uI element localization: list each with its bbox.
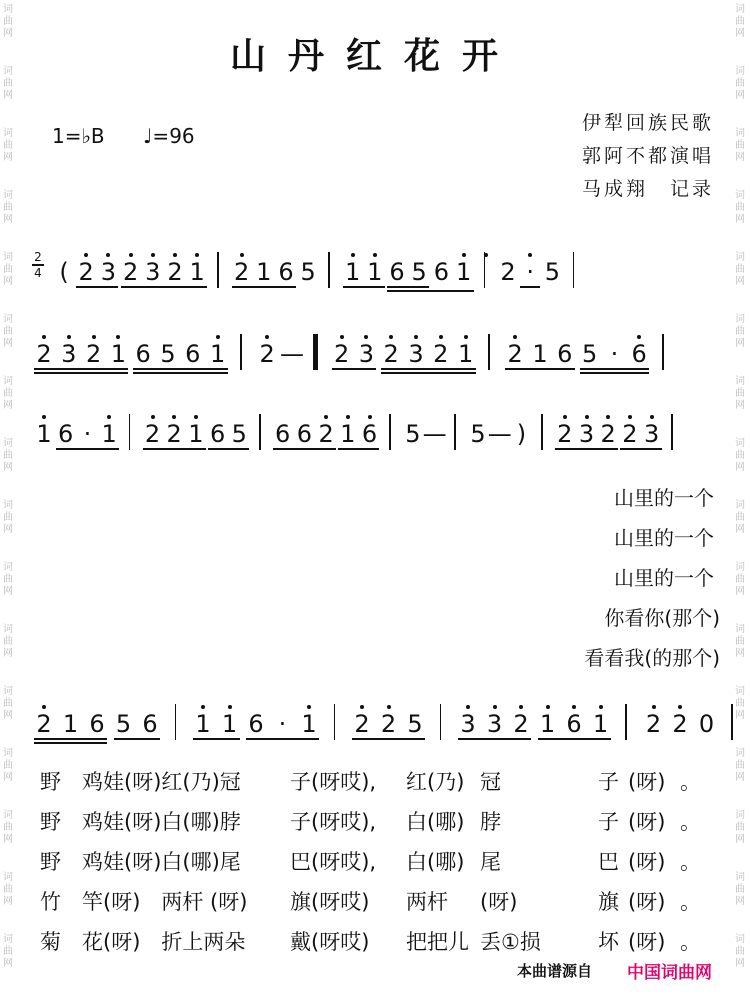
note: 6 bbox=[142, 710, 158, 738]
lyric-segment: 。 bbox=[680, 930, 701, 954]
tempo-marking: ♩=96 bbox=[143, 124, 195, 148]
octave-dot-high bbox=[462, 253, 466, 257]
octave-dot-high bbox=[42, 705, 46, 709]
note: 2 bbox=[318, 420, 334, 448]
lyric-segment: 把把儿 bbox=[406, 930, 469, 954]
rhythm-underline bbox=[620, 448, 662, 450]
rhythm-underline bbox=[343, 286, 385, 288]
watermark-text: 词曲网 bbox=[3, 438, 13, 473]
octave-dot-high bbox=[493, 705, 497, 709]
octave-dot-high bbox=[228, 705, 232, 709]
lyric-segment: 尾 bbox=[480, 850, 501, 874]
watermark-text: 词曲网 bbox=[735, 376, 745, 411]
note: 5 bbox=[470, 420, 486, 448]
note: 2 bbox=[557, 420, 573, 448]
octave-dot-high bbox=[585, 415, 589, 419]
lyric-segment: 两杆 bbox=[406, 890, 448, 914]
note: 2 bbox=[36, 340, 52, 368]
watermark-text: 词曲网 bbox=[735, 252, 745, 287]
octave-dot-high bbox=[387, 705, 391, 709]
note: 6 bbox=[566, 710, 582, 738]
note: 2 bbox=[167, 258, 183, 286]
time-signature: 2 4 bbox=[32, 250, 44, 280]
note: 1 bbox=[209, 340, 226, 368]
octave-dot-high bbox=[173, 253, 177, 257]
notation-symbol: — bbox=[487, 420, 512, 448]
note: 2 bbox=[166, 420, 182, 448]
note: 6 bbox=[275, 420, 291, 448]
barline bbox=[484, 252, 486, 288]
rhythm-underline bbox=[143, 448, 206, 450]
note: 1 bbox=[189, 258, 205, 286]
octave-dot-high bbox=[84, 253, 88, 257]
note: 1 bbox=[188, 420, 204, 448]
note: 2 bbox=[380, 710, 397, 738]
octave-dot-high bbox=[368, 415, 372, 419]
note: 2 bbox=[333, 340, 350, 368]
watermark-text: 词曲网 bbox=[3, 66, 13, 101]
lyric-segment: 花(呀) 折上两朵 bbox=[82, 930, 246, 954]
notation-symbol: ) bbox=[516, 420, 527, 448]
octave-dot-high bbox=[42, 335, 46, 339]
octave-dot-high bbox=[484, 253, 488, 257]
note: 2 bbox=[354, 710, 370, 738]
verse-start-4: 你看你(那个) bbox=[604, 606, 720, 630]
note: 6 bbox=[58, 420, 74, 448]
note: 1 bbox=[367, 258, 383, 286]
barline bbox=[328, 252, 330, 288]
notation-symbol: · bbox=[610, 340, 619, 368]
site-name[interactable]: 中国词曲网 bbox=[627, 963, 712, 983]
note: 6 bbox=[557, 340, 573, 368]
note: 1 bbox=[301, 710, 317, 738]
barline bbox=[662, 334, 664, 370]
rhythm-underline bbox=[56, 448, 119, 450]
lyric-segment: 子(呀哎), bbox=[290, 770, 377, 794]
repeat-sign bbox=[313, 334, 318, 370]
credit-transcriber: 马成翔 记录 bbox=[581, 178, 714, 200]
verse-start-2: 山里的一个 bbox=[614, 526, 714, 550]
watermark-right bbox=[734, 0, 748, 1008]
rhythm-underline bbox=[34, 738, 107, 740]
watermark-text: 词曲网 bbox=[3, 4, 13, 39]
watermark-text: 词曲网 bbox=[735, 624, 745, 659]
octave-dot-high bbox=[172, 415, 176, 419]
note: 3 bbox=[145, 258, 161, 286]
octave-dot-high bbox=[563, 415, 567, 419]
octave-dot-high bbox=[92, 335, 96, 339]
octave-dot-high bbox=[240, 253, 244, 257]
octave-dot-high bbox=[439, 335, 443, 339]
watermark-text: 词曲网 bbox=[735, 500, 745, 535]
lyric-segment: 子 bbox=[598, 810, 619, 834]
note: 6 bbox=[248, 710, 264, 738]
lyric-segment: 坏 bbox=[598, 930, 619, 954]
note: 0 bbox=[698, 710, 715, 738]
note: 6 bbox=[185, 340, 201, 368]
watermark-text: 词曲网 bbox=[3, 500, 13, 535]
octave-dot-high bbox=[216, 335, 220, 339]
notation-symbol: · bbox=[526, 258, 534, 286]
note: 3 bbox=[578, 420, 595, 448]
lyric-segment: 巴(呀哎), bbox=[290, 850, 377, 874]
note: 6 bbox=[389, 258, 405, 286]
watermark-text: 词曲网 bbox=[3, 190, 13, 225]
lyric-segment: 。 bbox=[680, 770, 701, 794]
barline bbox=[259, 414, 261, 450]
watermark-text: 词曲网 bbox=[735, 686, 745, 721]
watermark-text: 词曲网 bbox=[3, 562, 13, 597]
lyric-segment: (呀) bbox=[628, 770, 666, 794]
rhythm-underline bbox=[381, 368, 475, 370]
note: 3 bbox=[100, 258, 117, 286]
octave-dot-high bbox=[195, 253, 199, 257]
note: 6 bbox=[89, 710, 105, 738]
rhythm-underline bbox=[555, 448, 618, 450]
lyric-segment: 旗(呀哎) bbox=[290, 890, 370, 914]
octave-dot-high bbox=[652, 705, 656, 709]
note: 2 bbox=[672, 710, 688, 738]
lyric-segment: 。 bbox=[680, 810, 701, 834]
octave-dot-high bbox=[151, 415, 155, 419]
octave-dot-high bbox=[351, 253, 355, 257]
octave-dot-high bbox=[116, 335, 120, 339]
rhythm-underline bbox=[246, 738, 319, 740]
octave-dot-high bbox=[324, 415, 328, 419]
rhythm-underline bbox=[352, 738, 425, 740]
watermark-text: 词曲网 bbox=[3, 872, 13, 907]
note: 1 bbox=[457, 340, 474, 368]
watermark-text: 词曲网 bbox=[3, 314, 13, 349]
octave-dot-high bbox=[572, 705, 576, 709]
lyric-segment: 丢①损 bbox=[480, 930, 541, 954]
rhythm-underline bbox=[34, 368, 128, 370]
octave-dot-high bbox=[464, 335, 468, 339]
note: 2 bbox=[622, 420, 638, 448]
note: 6 bbox=[135, 340, 151, 368]
rhythm-underline bbox=[505, 368, 575, 370]
note: 6 bbox=[631, 340, 647, 368]
rhythm-underline bbox=[114, 738, 161, 740]
note: 5 bbox=[160, 340, 176, 368]
note: 2 bbox=[144, 420, 161, 448]
note: 1 bbox=[101, 420, 117, 448]
notation-symbol: — bbox=[280, 340, 304, 368]
octave-dot-high bbox=[346, 415, 350, 419]
barline bbox=[217, 252, 219, 288]
lyric-segment: 竿(呀) 两杆 (呀) bbox=[82, 890, 248, 914]
note: 5 bbox=[581, 340, 598, 368]
note: 2 bbox=[36, 710, 52, 738]
note: 1 bbox=[532, 340, 548, 368]
score-row-2 bbox=[30, 330, 726, 378]
notation-symbol: · bbox=[278, 710, 287, 738]
note: 3 bbox=[61, 340, 77, 368]
lyric-segment: 鸡娃(呀)白(哪)脖 bbox=[82, 810, 241, 834]
watermark-text: 词曲网 bbox=[3, 624, 13, 659]
octave-dot-high bbox=[389, 335, 393, 339]
notation-symbol: · bbox=[83, 420, 92, 448]
watermark-text: 词曲网 bbox=[735, 190, 745, 225]
watermark-text: 词曲网 bbox=[3, 810, 13, 845]
barline bbox=[175, 704, 177, 740]
barline bbox=[129, 414, 131, 450]
rhythm-underline bbox=[381, 372, 475, 374]
rhythm-underline bbox=[580, 372, 650, 374]
note: 5 bbox=[115, 710, 132, 738]
score-row-4 bbox=[30, 700, 726, 748]
octave-dot-high bbox=[307, 705, 311, 709]
note: 5 bbox=[300, 258, 316, 286]
note: 5 bbox=[411, 258, 427, 286]
octave-dot-high bbox=[466, 705, 470, 709]
lyric-segment: 野 bbox=[40, 810, 61, 834]
barline bbox=[454, 414, 456, 450]
octave-dot-high bbox=[151, 253, 155, 257]
rhythm-underline bbox=[193, 738, 240, 740]
lyric-segment: (呀) bbox=[628, 810, 666, 834]
lyric-segment: 巴 bbox=[598, 850, 619, 874]
rhythm-underline bbox=[121, 286, 208, 288]
octave-dot-high bbox=[107, 415, 111, 419]
lyric-segment: 子(呀哎), bbox=[290, 810, 377, 834]
lyric-segment: 竹 bbox=[40, 890, 61, 914]
note: 3 bbox=[460, 710, 476, 738]
score-row-1 bbox=[30, 248, 726, 296]
note: 1 bbox=[539, 710, 556, 738]
rhythm-underline bbox=[580, 368, 650, 370]
octave-dot-high bbox=[528, 253, 532, 257]
barline bbox=[625, 704, 627, 740]
octave-dot-high bbox=[513, 335, 517, 339]
lyric-segment: 戴(呀哎) bbox=[290, 930, 370, 954]
lyric-segment: 脖 bbox=[480, 810, 501, 834]
octave-dot-high bbox=[678, 705, 682, 709]
key-signature: 1=♭B bbox=[52, 124, 105, 148]
note: 2 bbox=[500, 258, 516, 286]
rhythm-underline bbox=[34, 372, 128, 374]
note: 5 bbox=[544, 258, 561, 286]
lyric-segment: (呀) bbox=[628, 890, 666, 914]
watermark-text: 词曲网 bbox=[735, 934, 745, 969]
rhythm-underline bbox=[34, 742, 107, 744]
octave-dot-high bbox=[599, 705, 603, 709]
rhythm-underline bbox=[338, 448, 380, 450]
watermark-text: 词曲网 bbox=[735, 872, 745, 907]
note: 3 bbox=[408, 340, 424, 368]
note: 5 bbox=[405, 420, 421, 448]
lyric-line-5 bbox=[40, 926, 700, 956]
lyric-segment: 。 bbox=[680, 850, 701, 874]
note: 1 bbox=[455, 258, 472, 286]
rhythm-underline bbox=[273, 448, 336, 450]
lyric-segment: 白(哪) bbox=[406, 810, 465, 834]
watermark-text: 词曲网 bbox=[735, 66, 745, 101]
note: 1 bbox=[36, 420, 52, 448]
octave-dot-high bbox=[364, 335, 368, 339]
lyric-line-1 bbox=[40, 766, 700, 796]
barline bbox=[240, 334, 242, 370]
watermark-text: 词曲网 bbox=[3, 252, 13, 287]
note: 1 bbox=[62, 710, 79, 738]
note: 6 bbox=[278, 258, 294, 286]
note: 3 bbox=[643, 420, 660, 448]
octave-dot-high bbox=[106, 253, 110, 257]
note: 5 bbox=[407, 710, 423, 738]
octave-dot-high bbox=[519, 705, 523, 709]
note: 2 bbox=[85, 340, 102, 368]
rhythm-underline bbox=[76, 286, 118, 288]
barline bbox=[573, 252, 575, 288]
lyric-segment: 菊 bbox=[40, 930, 61, 954]
rhythm-underline bbox=[387, 290, 474, 292]
octave-dot-high bbox=[67, 335, 71, 339]
lyric-segment: 鸡娃(呀)白(哪)尾 bbox=[82, 850, 241, 874]
lyric-segment: 野 bbox=[40, 770, 61, 794]
note: 2 bbox=[78, 258, 94, 286]
rhythm-underline bbox=[232, 286, 296, 288]
lyric-segment: 子 bbox=[598, 770, 619, 794]
rhythm-underline bbox=[520, 286, 540, 288]
note: 3 bbox=[358, 340, 375, 368]
credit-singer: 郭阿不都演唱 bbox=[581, 145, 714, 167]
watermark-text: 词曲网 bbox=[3, 376, 13, 411]
barline bbox=[541, 414, 543, 450]
source-label: 本曲谱源自 bbox=[517, 962, 593, 980]
octave-dot-high bbox=[265, 335, 269, 339]
note: 5 bbox=[231, 420, 247, 448]
song-title: 山丹红花开 bbox=[229, 35, 520, 77]
lyric-segment: (呀) bbox=[480, 890, 518, 914]
rhythm-underline bbox=[387, 286, 429, 288]
lyric-segment: 。 bbox=[680, 890, 701, 914]
barline bbox=[671, 414, 673, 450]
octave-dot-high bbox=[546, 705, 550, 709]
note: 2 bbox=[433, 340, 449, 368]
barline bbox=[488, 334, 490, 370]
rhythm-underline bbox=[332, 368, 377, 370]
watermark-text: 词曲网 bbox=[3, 686, 13, 721]
octave-dot-high bbox=[628, 415, 632, 419]
note: 1 bbox=[195, 710, 211, 738]
barline bbox=[334, 704, 336, 740]
lyric-segment: (呀) bbox=[628, 850, 666, 874]
octave-dot-high bbox=[194, 415, 198, 419]
lyric-segment: 旗 bbox=[598, 890, 619, 914]
watermark-left bbox=[2, 0, 16, 1008]
watermark-text: 词曲网 bbox=[3, 748, 13, 783]
octave-dot-high bbox=[42, 415, 46, 419]
notation-symbol: — bbox=[422, 420, 447, 448]
watermark-text: 词曲网 bbox=[3, 934, 13, 969]
octave-dot-high bbox=[340, 335, 344, 339]
watermark-text: 词曲网 bbox=[735, 4, 745, 39]
score-row-3 bbox=[30, 410, 726, 458]
note: 1 bbox=[221, 710, 238, 738]
watermark-text: 词曲网 bbox=[735, 748, 745, 783]
barline bbox=[731, 704, 733, 740]
lyric-segment: (呀) bbox=[628, 930, 666, 954]
verse-start-5: 看看我(的那个) bbox=[584, 646, 720, 670]
note: 2 bbox=[513, 710, 529, 738]
watermark-text: 词曲网 bbox=[735, 438, 745, 473]
octave-dot-high bbox=[650, 415, 654, 419]
octave-dot-high bbox=[373, 253, 377, 257]
note: 2 bbox=[600, 420, 616, 448]
octave-dot-high bbox=[201, 705, 205, 709]
lyric-segment: 鸡娃(呀)红(乃)冠 bbox=[82, 770, 241, 794]
note: 3 bbox=[486, 710, 503, 738]
octave-dot-high bbox=[129, 253, 133, 257]
octave-dot-high bbox=[360, 705, 364, 709]
note: 1 bbox=[340, 420, 356, 448]
octave-dot-high bbox=[414, 335, 418, 339]
note: 6 bbox=[361, 420, 378, 448]
watermark-text: 词曲网 bbox=[735, 810, 745, 845]
watermark-text: 词曲网 bbox=[3, 128, 13, 163]
verse-start-3: 山里的一个 bbox=[614, 566, 714, 590]
lyric-segment: 红(乃) bbox=[406, 770, 465, 794]
barline bbox=[440, 704, 442, 740]
lyric-segment: 冠 bbox=[480, 770, 501, 794]
rhythm-underline bbox=[538, 738, 611, 740]
note: 6 bbox=[209, 420, 226, 448]
note: 2 bbox=[122, 258, 139, 286]
watermark-text: 词曲网 bbox=[735, 314, 745, 349]
lyric-segment: 野 bbox=[40, 850, 61, 874]
note: 1 bbox=[110, 340, 127, 368]
note: 6 bbox=[433, 258, 450, 286]
rhythm-underline bbox=[208, 448, 250, 450]
lyric-line-3 bbox=[40, 846, 700, 876]
watermark-text: 词曲网 bbox=[735, 562, 745, 597]
watermark-text: 词曲网 bbox=[735, 128, 745, 163]
verse-start-1: 山里的一个 bbox=[614, 486, 714, 510]
note: 6 bbox=[296, 420, 313, 448]
note: 2 bbox=[233, 258, 250, 286]
note: 1 bbox=[344, 258, 361, 286]
octave-dot-high bbox=[637, 335, 641, 339]
rhythm-underline bbox=[133, 372, 227, 374]
lyric-line-2 bbox=[40, 806, 700, 836]
note: 2 bbox=[259, 340, 275, 368]
notation-symbol: ( bbox=[59, 258, 69, 286]
lyric-segment: 白(哪) bbox=[406, 850, 465, 874]
note: 1 bbox=[592, 710, 609, 738]
octave-dot-high bbox=[606, 415, 610, 419]
lyric-line-4 bbox=[40, 886, 700, 916]
rhythm-underline bbox=[133, 368, 227, 370]
note: 2 bbox=[507, 340, 523, 368]
credit-origin: 伊犁回族民歌 bbox=[581, 112, 714, 134]
rhythm-underline bbox=[458, 738, 531, 740]
note: 2 bbox=[645, 710, 662, 738]
note: 1 bbox=[256, 258, 272, 286]
barline bbox=[389, 414, 391, 450]
note: 2 bbox=[383, 340, 399, 368]
